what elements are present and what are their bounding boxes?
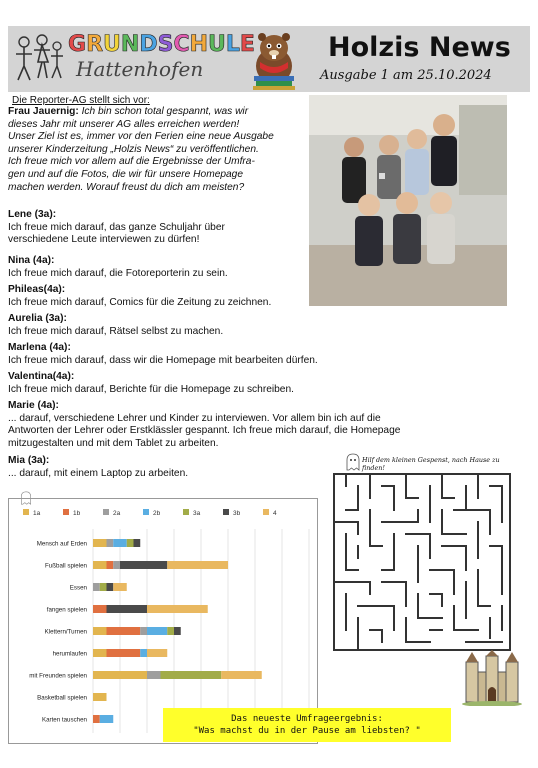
bar-segment (107, 627, 141, 635)
answer-name: Aurelia (3a): (8, 313, 67, 324)
answer-name: Phileas(4a): (8, 284, 66, 295)
category-label: Fußball spielen (45, 562, 87, 570)
bar-segment (147, 605, 208, 613)
category-label: Klettern/Turnen (44, 628, 87, 636)
bar-segment (140, 627, 147, 635)
beaver-mascot-icon (248, 28, 300, 90)
school-name-letter: H (189, 32, 209, 57)
answer-line: Ich freue mich darauf, Comics für die Zeitung zu zeichnen. (8, 296, 272, 308)
bar-segment (127, 539, 134, 547)
bar-segment (107, 539, 114, 547)
school-name-letter: G (68, 32, 87, 57)
answer-marie (8, 400, 400, 450)
masthead (8, 26, 530, 92)
maze-puzzle[interactable] (332, 470, 512, 652)
answer-line: verschiedene Leute interviewen zu dürfen! (8, 234, 200, 246)
answer-name: Mia (3a): (8, 455, 50, 466)
bar-segment (107, 561, 114, 569)
legend-label: 4 (273, 510, 277, 517)
answer-name: Valentina(4a): (8, 371, 75, 382)
legend-label: 1a (33, 510, 41, 517)
bar-segment (113, 539, 127, 547)
school-name-letter: D (139, 32, 158, 57)
answer-valentina (8, 371, 294, 396)
answer-marlena (8, 342, 318, 367)
castle-icon (462, 650, 522, 706)
bar-segment (174, 627, 181, 635)
bar-segment (221, 671, 262, 679)
answer-name: Lene (3a): (8, 209, 57, 220)
bar-segment (113, 561, 120, 569)
bar-segment (93, 583, 100, 591)
legend-swatch (183, 509, 189, 515)
answer-name: Marlena (4a): (8, 342, 71, 353)
bar-segment (147, 649, 167, 657)
category-label: herumlaufen (52, 650, 87, 658)
article-heading: Die Reporter-AG stellt sich vor: (12, 95, 150, 106)
bar-segment (93, 539, 107, 547)
school-name-letter: U (208, 32, 226, 57)
answer-line: ... darauf, verschiedene Lehrer und Kinder zu interviewen. Vor allem bin ich auf die (8, 412, 381, 424)
category-label: Basketball spielen (37, 694, 87, 702)
issue-date: Ausgabe 1 am 25.10.2024 (320, 68, 492, 83)
school-name-letter: L (225, 32, 240, 57)
bar-segment (167, 627, 174, 635)
legend-label: 3b (233, 510, 241, 517)
result-question: "Was machst du in der Pause am liebsten? " (193, 726, 421, 736)
category-label: Essen (69, 584, 87, 592)
bar-segment (93, 561, 107, 569)
bar-segment (147, 627, 167, 635)
answer-name: Nina (4a): (8, 255, 55, 266)
school-name-letter: C (173, 32, 190, 57)
answer-line: Ich freue mich darauf, Berichte für die Homepage zu schreiben. (8, 383, 294, 395)
bar-segment (100, 715, 114, 723)
bar-segment (93, 715, 100, 723)
answer-line: ... darauf, mit einem Laptop zu arbeiten. (8, 467, 189, 479)
intro-line: Ich freue mich vor allem auf die Ergebnisse der Umfra- (8, 156, 255, 168)
bar-segment (93, 671, 147, 679)
bar-segment (93, 649, 107, 657)
school-name-line2: Hattenhofen (76, 57, 204, 81)
intro-line: Unser Ziel ist es, immer vor den Ferien eine neue Ausgabe (8, 131, 274, 143)
legend-label: 3a (193, 510, 201, 517)
school-name-letter: N (120, 32, 140, 57)
legend-swatch (223, 509, 229, 515)
school-name-letter: R (86, 32, 104, 57)
school-name-letter: U (103, 32, 121, 57)
intro-speaker: Frau Jauernig: (8, 106, 79, 117)
bar-segment (120, 561, 167, 569)
school-name-line1 (68, 32, 255, 57)
bar-segment (107, 583, 114, 591)
intro-line: machen werden. Worauf freust du dich am meisten? (8, 181, 245, 193)
answer-aurelia (8, 313, 223, 338)
bar-segment (93, 605, 107, 613)
maze-hint: Hilf dem kleinen Gespenst, nach Hause zu finden! (362, 456, 500, 472)
group-photo (309, 95, 507, 306)
survey-result-box (163, 708, 451, 742)
category-label: mit Freunden spielen (29, 672, 87, 680)
bar-segment (100, 583, 107, 591)
category-label: Karten tauschen (41, 716, 87, 724)
result-heading: Das neueste Umfrageergebnis: (231, 714, 383, 724)
answer-line: Antworten der Lehrer oder Erstklässler gespannt. Ich freue mich darauf, die Homepage (8, 425, 401, 437)
intro-line: gen und auf die Fotos, die wir für unsere Homepage (8, 168, 244, 180)
answer-name: Marie (4a): (8, 400, 59, 411)
school-name-letter: E (239, 32, 255, 57)
bar-segment (93, 693, 107, 701)
legend-swatch (263, 509, 269, 515)
ghost-icon (346, 453, 360, 471)
bar-segment (113, 583, 127, 591)
school-logo-figures-icon (14, 32, 64, 86)
newsletter-title: Holzis News (328, 32, 511, 63)
category-label: Mensch auf Erden (36, 540, 87, 548)
legend-label: 2a (113, 510, 121, 517)
answer-line: Ich freue mich darauf, dass wir die Homepage mit bearbeiten dürfen. (8, 354, 318, 366)
bar-segment (161, 671, 222, 679)
legend-swatch (143, 509, 149, 515)
intro-line: dieses Jahr mit unserer AG alles erreichen werden! (8, 118, 240, 130)
intro-line: Ich bin schon total gespannt, was wir (78, 106, 249, 117)
bar-segment (107, 605, 148, 613)
answer-line: Ich freue mich darauf, das ganze Schuljahr über (8, 221, 225, 233)
answer-line: mitzugestalten und mit dem Tablet zu arbeiten. (8, 437, 219, 449)
bar-segment (167, 561, 228, 569)
answer-phileas (8, 284, 271, 309)
bar-segment (147, 671, 161, 679)
legend-swatch (23, 509, 29, 515)
answer-mia (8, 455, 188, 480)
category-label: fangen spielen (46, 606, 87, 614)
survey-chart-svg (9, 499, 317, 743)
intro-line: unserer Kinderzeitung „Holzis News“ zu veröffentlichen. (8, 143, 259, 155)
school-name-letter: S (157, 32, 174, 57)
bar-segment (140, 649, 147, 657)
legend-swatch (103, 509, 109, 515)
intro-paragraph (8, 106, 308, 194)
legend-swatch (63, 509, 69, 515)
answer-line: Ich freue mich darauf, die Fotoreporterin zu sein. (8, 267, 228, 279)
answer-nina (8, 255, 228, 280)
bar-segment (93, 627, 107, 635)
legend-label: 1b (73, 510, 81, 517)
answer-lene (8, 209, 225, 247)
answer-line: Ich freue mich darauf, Rätsel selbst zu machen. (8, 325, 224, 337)
legend-label: 2b (153, 510, 161, 517)
bar-segment (107, 649, 141, 657)
bar-segment (134, 539, 141, 547)
